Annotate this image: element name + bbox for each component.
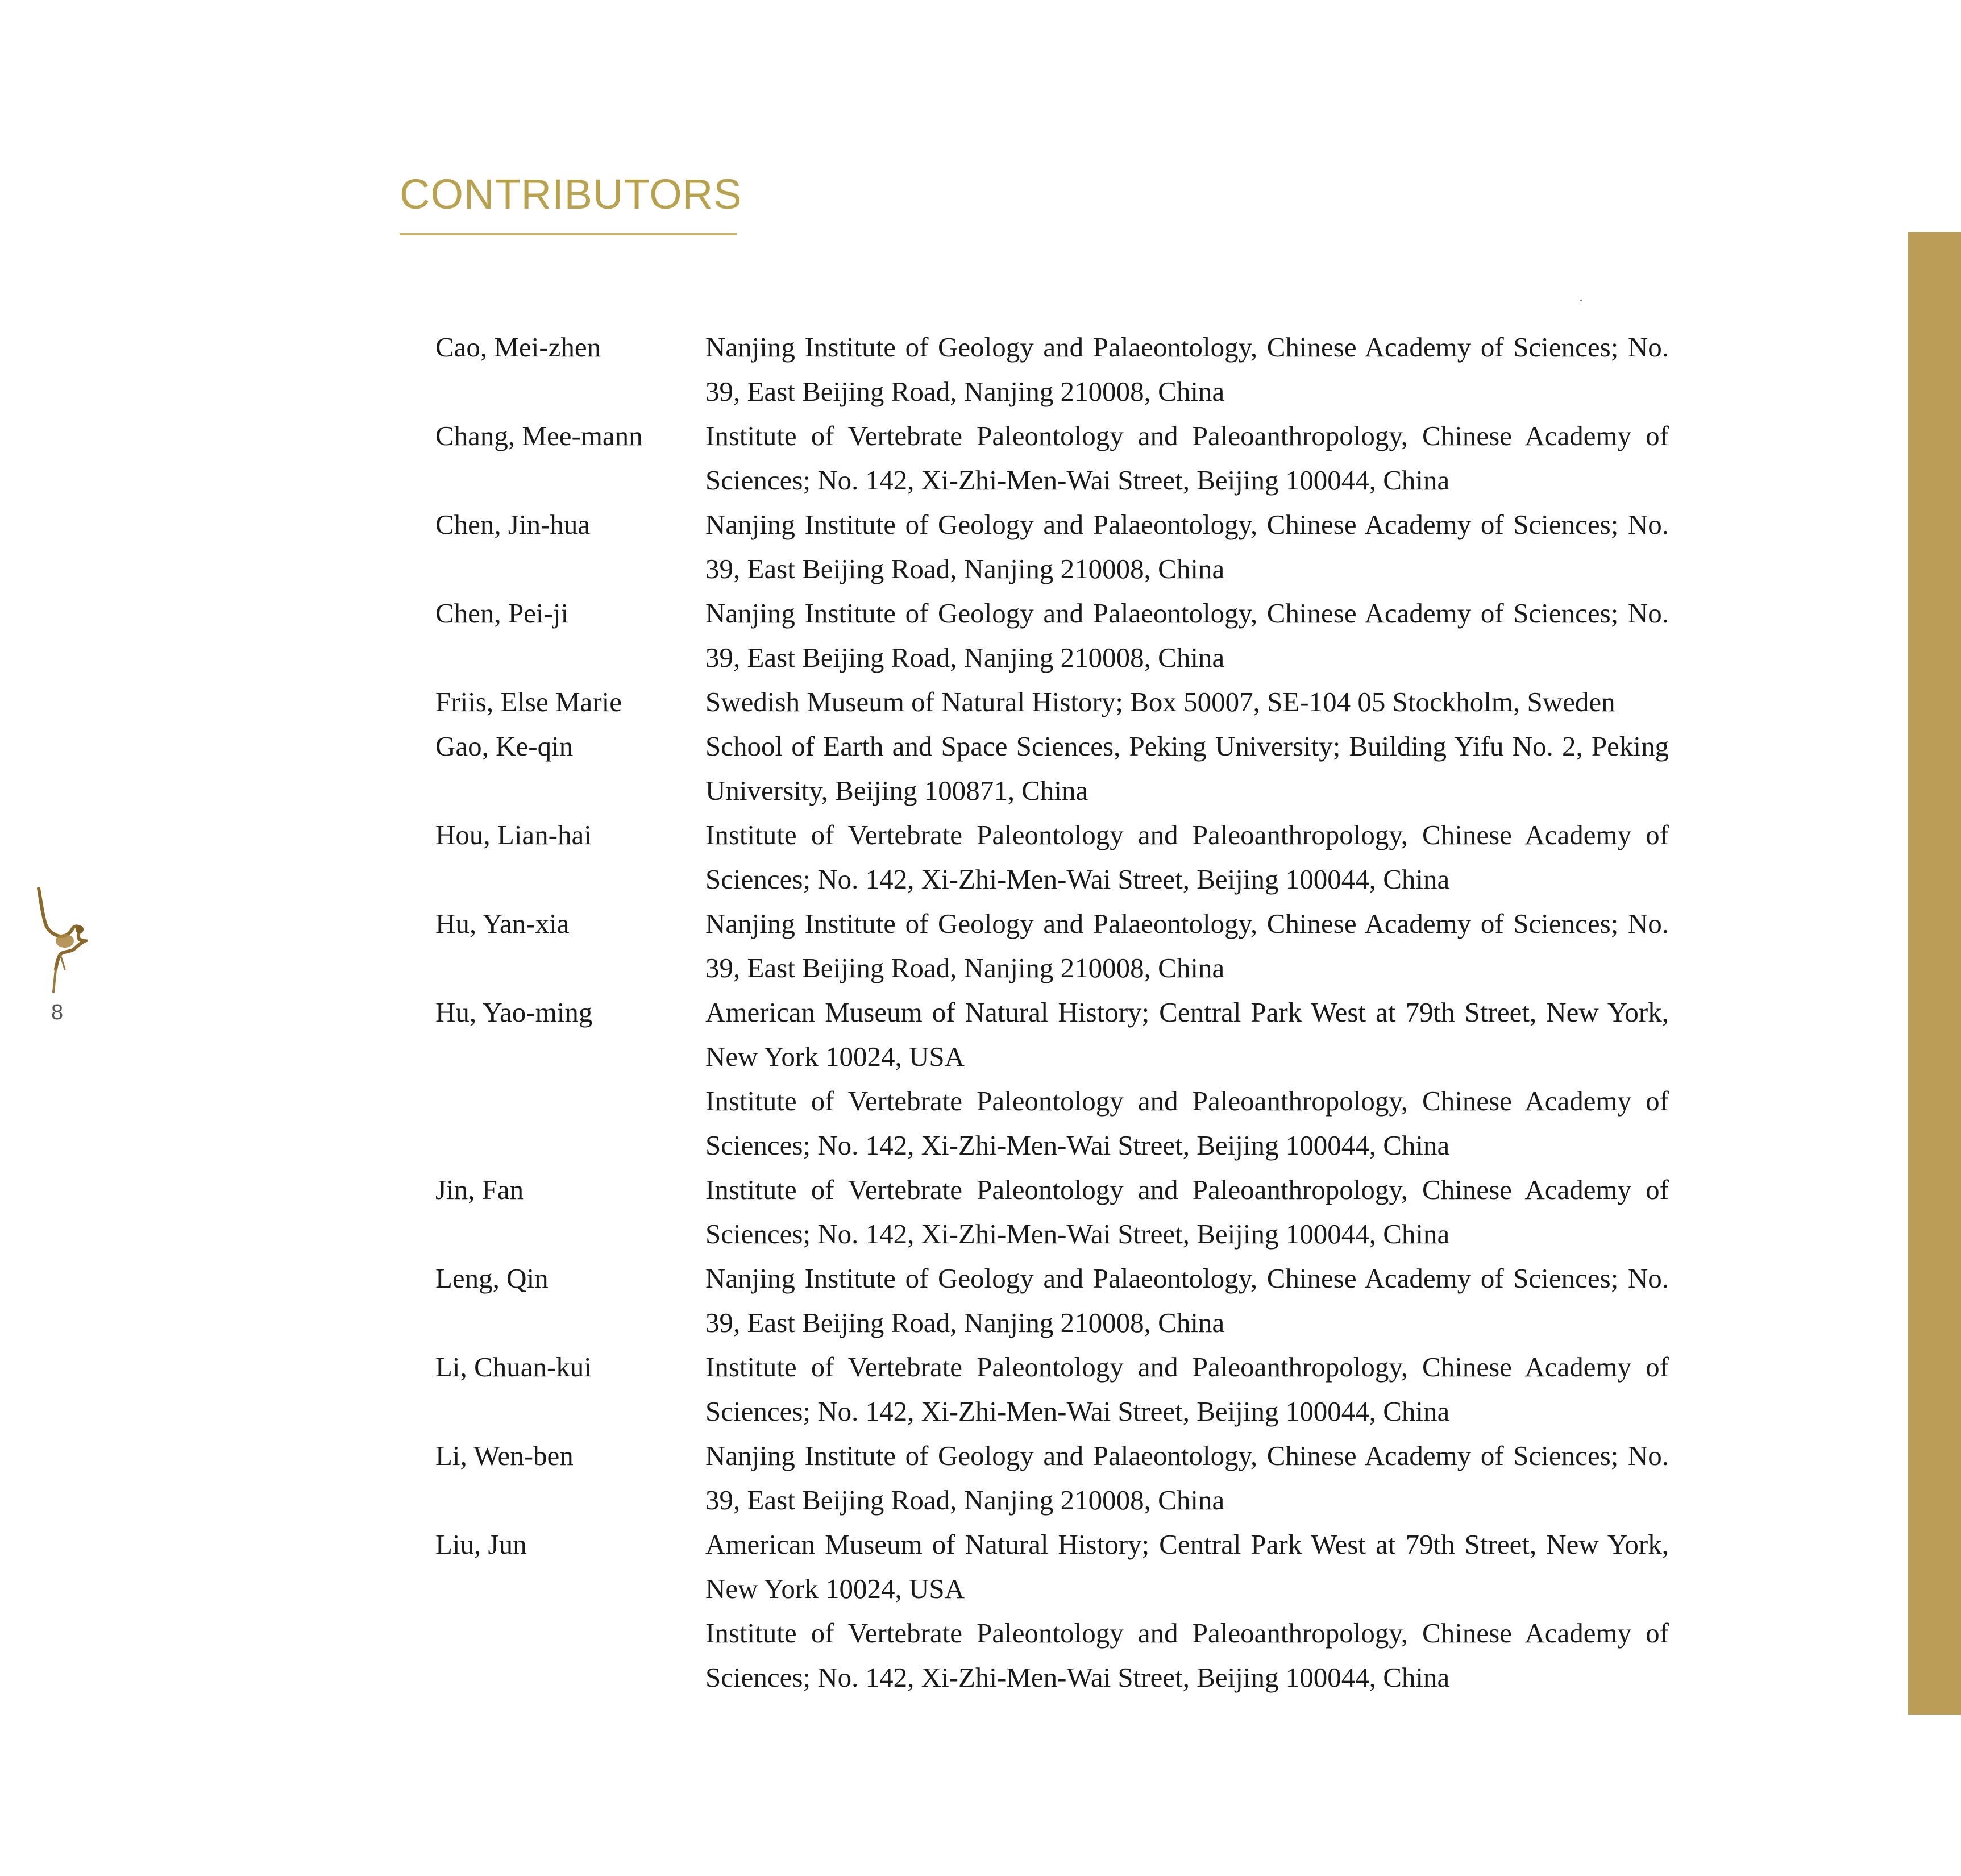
affiliation-line: Nanjing Institute of Geology and Palaeontology, Chinese Academy of Sciences; No. [705,1263,1669,1294]
affiliation-line: Nanjing Institute of Geology and Palaeontology, Chinese Academy of Sciences; No. [705,908,1669,939]
contributor-name: Jin, Fan [435,1174,524,1205]
contributor-entry [435,503,1669,591]
affiliation-group [705,1168,1669,1256]
contributor-entry [435,724,1669,813]
contributor-entry [435,813,1669,902]
affiliation-line: 39, East Beijing Road, Nanjing 210008, China [705,642,1225,673]
contributor-entry [435,325,1669,414]
stray-mark [1580,300,1582,301]
affiliation-group [705,503,1669,591]
affiliation-group [705,414,1669,503]
affiliation-group [705,325,1669,414]
contributor-name: Leng, Qin [435,1263,549,1294]
affiliation [705,724,1669,813]
contributor-entry [435,414,1669,503]
contributor-entry [435,680,1669,724]
affiliation-line: Institute of Vertebrate Paleontology and Paleoanthropology, Chinese Academy of [705,1617,1669,1649]
affiliation-line: Sciences; No. 142, Xi-Zhi-Men-Wai Street, Beijing 100044, China [705,1396,1450,1427]
contributor-name: Friis, Else Marie [435,686,622,717]
fossil-bird-icon [31,884,88,998]
affiliation-line: Sciences; No. 142, Xi-Zhi-Men-Wai Street, Beijing 100044, China [705,1218,1450,1250]
affiliation-group [705,1434,1669,1522]
side-color-band [1908,232,1961,1715]
affiliation-line: Institute of Vertebrate Paleontology and Paleoanthropology, Chinese Academy of [705,1351,1669,1383]
contributor-name: Chen, Jin-hua [435,509,591,540]
contributor-name: Liu, Jun [435,1529,527,1560]
contributor-entry [435,990,1669,1168]
affiliation-line: Nanjing Institute of Geology and Palaeontology, Chinese Academy of Sciences; No. [705,597,1669,629]
page-number: 8 [51,1001,64,1024]
affiliation-group [705,1256,1669,1345]
affiliation-line: 39, East Beijing Road, Nanjing 210008, China [705,1484,1225,1516]
affiliation [705,1079,1669,1168]
page-title: CONTRIBUTORS [400,171,742,218]
affiliation-line: 39, East Beijing Road, Nanjing 210008, China [705,1307,1225,1338]
affiliation [705,1345,1669,1434]
affiliation-line: Nanjing Institute of Geology and Palaeontology, Chinese Academy of Sciences; No. [705,1440,1669,1471]
affiliation-line: New York 10024, USA [705,1573,965,1604]
affiliation [705,1522,1669,1611]
contributor-name: Chen, Pei-ji [435,597,569,629]
contributor-list [435,325,1669,1700]
affiliation [705,1434,1669,1522]
affiliation [705,1168,1669,1256]
affiliation [705,1611,1669,1700]
affiliation-line: American Museum of Natural History; Central Park West at 79th Street, New York, [705,997,1669,1028]
affiliation [705,813,1669,902]
affiliation-line: American Museum of Natural History; Central Park West at 79th Street, New York, [705,1529,1669,1560]
affiliation [705,591,1669,680]
affiliation [705,1256,1669,1345]
affiliation-line: School of Earth and Space Sciences, Peking University; Building Yifu No. 2, Peking [705,731,1669,762]
contributor-entry [435,1345,1669,1434]
affiliation-line: Institute of Vertebrate Paleontology and Paleoanthropology, Chinese Academy of [705,420,1669,451]
affiliation [705,680,1669,724]
affiliation-line: Sciences; No. 142, Xi-Zhi-Men-Wai Street, Beijing 100044, China [705,1662,1450,1693]
affiliation [705,503,1669,591]
affiliation [705,990,1669,1079]
contributor-entry [435,1168,1669,1256]
affiliation-group [705,1345,1669,1434]
contributor-name: Cao, Mei-zhen [435,331,601,363]
contributor-name: Hu, Yao-ming [435,997,593,1028]
affiliation [705,414,1669,503]
affiliation-line: Sciences; No. 142, Xi-Zhi-Men-Wai Street, Beijing 100044, China [705,864,1450,895]
affiliation [705,902,1669,990]
affiliation-line: Institute of Vertebrate Paleontology and Paleoanthropology, Chinese Academy of [705,1174,1669,1205]
affiliation-line: Sciences; No. 142, Xi-Zhi-Men-Wai Street, Beijing 100044, China [705,1130,1450,1161]
affiliation-group [705,813,1669,902]
affiliation-line: Nanjing Institute of Geology and Palaeontology, Chinese Academy of Sciences; No. [705,509,1669,540]
affiliation-group [705,990,1669,1168]
contributor-entry [435,1434,1669,1522]
title-underline [400,233,737,235]
affiliation-line: Nanjing Institute of Geology and Palaeontology, Chinese Academy of Sciences; No. [705,331,1669,363]
affiliation-line: 39, East Beijing Road, Nanjing 210008, China [705,553,1225,584]
affiliation-line: New York 10024, USA [705,1041,965,1072]
affiliation [705,325,1669,414]
affiliation-line: Institute of Vertebrate Paleontology and Paleoanthropology, Chinese Academy of [705,1085,1669,1117]
affiliation-group [705,1522,1669,1700]
affiliation-group [705,591,1669,680]
contributor-entry [435,1256,1669,1345]
contributor-entry [435,902,1669,990]
contributor-name: Chang, Mee-mann [435,420,643,451]
contributor-name: Hu, Yan-xia [435,908,570,939]
contributor-name: Li, Chuan-kui [435,1351,592,1383]
contributor-name: Hou, Lian-hai [435,819,592,850]
affiliation-group [705,680,1669,724]
contributor-entry [435,591,1669,680]
affiliation-line: Swedish Museum of Natural History; Box 50007, SE-104 05 Stockholm, Sweden [705,686,1615,717]
affiliation-line: 39, East Beijing Road, Nanjing 210008, China [705,376,1225,407]
affiliation-line: Institute of Vertebrate Paleontology and Paleoanthropology, Chinese Academy of [705,819,1669,850]
affiliation-group [705,902,1669,990]
affiliation-group [705,724,1669,813]
affiliation-line: University, Beijing 100871, China [705,775,1088,806]
affiliation-line: Sciences; No. 142, Xi-Zhi-Men-Wai Street, Beijing 100044, China [705,464,1450,496]
affiliation-line: 39, East Beijing Road, Nanjing 210008, China [705,952,1225,983]
contributor-name: Li, Wen-ben [435,1440,574,1471]
contributor-name: Gao, Ke-qin [435,731,574,762]
contributor-entry [435,1522,1669,1700]
